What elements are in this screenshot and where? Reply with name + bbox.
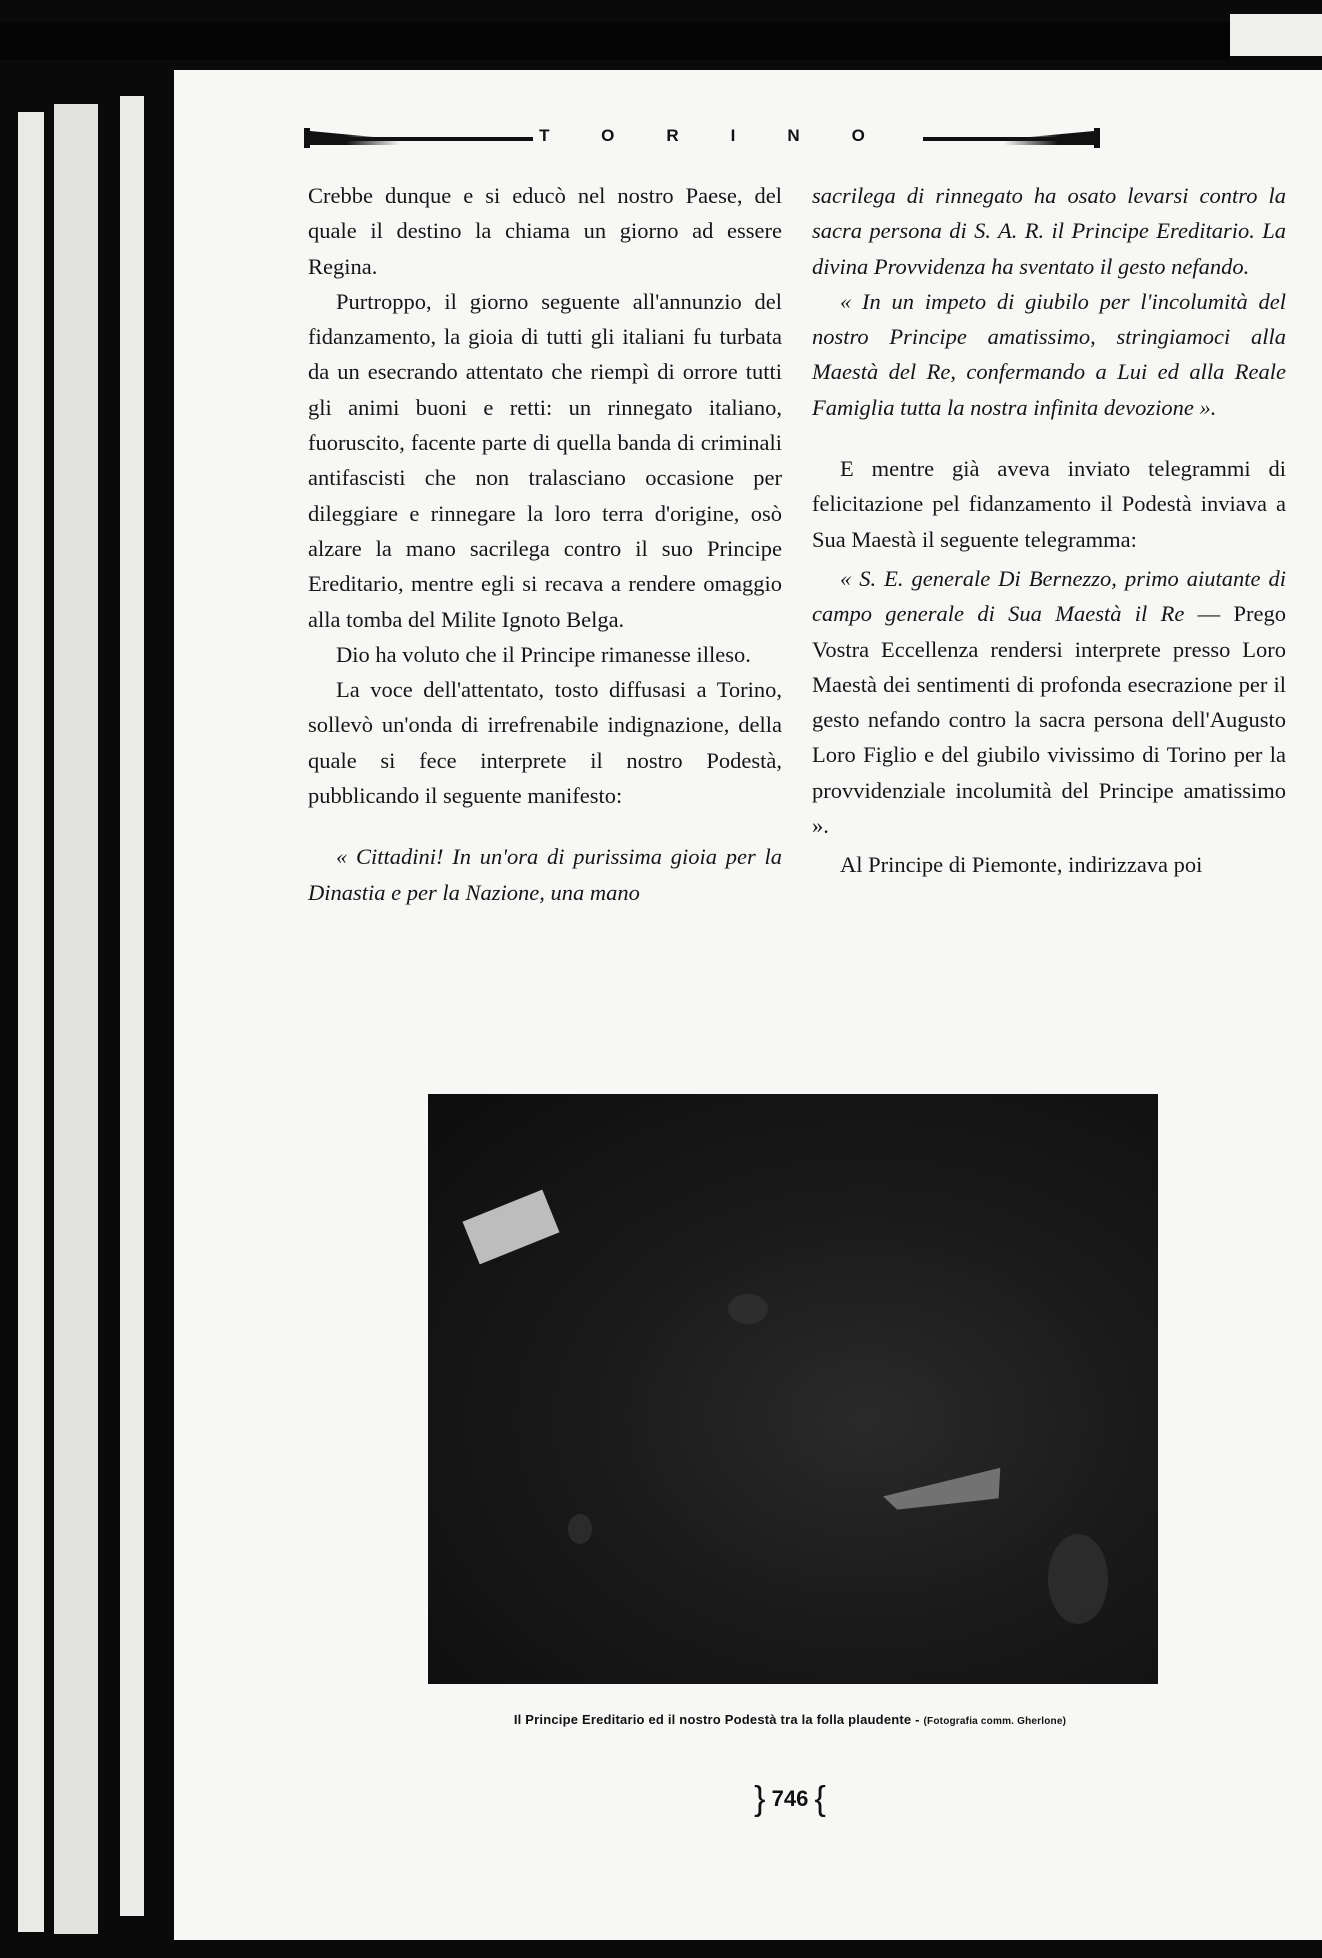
caption-text: Il Principe Ereditario ed il nostro Podestà tra la folla plaudente - — [513, 1712, 924, 1727]
photo-highlight — [881, 1468, 1004, 1514]
paragraph: Al Principe di Piemonte, indirizzava poi — [840, 852, 1203, 878]
manifesto-quote: « In un impeto di giubilo per l'incolumità del nostro Principe amatissimo, stringiamoci alla Maestà del Re, confermando a Lui ed alla Reale Famiglia tutta la nostra infinita devozione ». — [812, 288, 1286, 420]
figure-caption — [420, 1712, 1160, 1727]
page-number-ornament-left: } — [754, 1780, 766, 1818]
photograph — [428, 1094, 1158, 1684]
photo-shadow — [1048, 1534, 1108, 1624]
photo-shadow — [728, 1294, 768, 1324]
running-header — [304, 128, 1100, 148]
page-number-ornament-right: { — [814, 1780, 826, 1818]
page-edge-strip — [18, 112, 44, 1932]
telegram-text — [812, 561, 1286, 843]
paragraph: E mentre già aveva inviato telegrammi di felicitazione pel fidanzamento il Podestà inviava a Sua Maestà il seguente telegramma: — [812, 456, 1286, 552]
corner-paper — [1230, 14, 1322, 56]
photo-shadow — [568, 1514, 592, 1544]
page-number — [740, 1780, 840, 1819]
page-number-value: 746 — [771, 1786, 809, 1811]
top-border — [0, 22, 1230, 60]
paragraph: Crebbe dunque e si educò nel nostro Paese, del quale il destino la chiama un giorno ad essere Regina. — [308, 183, 782, 279]
header-title: TORINO — [304, 126, 1100, 146]
paragraph: Dio ha voluto che il Principe rimanesse illeso. — [336, 641, 751, 667]
paragraph: La voce dell'attentato, tosto diffusasi a Torino, sollevò un'onda di irrefrenabile indignazione, della quale si fece interprete il nostro Podestà, pubblicando il seguente manifesto: — [308, 677, 782, 809]
page-edge-strip — [54, 104, 98, 1934]
manifesto-quote: « Cittadini! In un'ora di purissima gioia per la Dinastia e per la Nazione, una mano — [308, 844, 782, 905]
left-column — [308, 178, 782, 910]
page-edge-strip — [120, 96, 144, 1916]
photo-credit: (Fotografia comm. Gherlone) — [923, 1716, 1067, 1727]
library-stamp — [463, 1190, 560, 1265]
telegram-body: — Prego Vostra Eccellenza rendersi interprete presso Loro Maestà dei sentimenti di profonda esecrazione per il gesto nefando contro la sacra persona dell'Augusto Loro Figlio e del giubilo vivissimo di Torino per la provvidenziale incolumità del Principe amatissimo ». — [812, 601, 1286, 839]
right-column — [812, 178, 1286, 883]
telegram-addressee: « S. E. generale Di Bernezzo, primo aiutante di campo generale di Sua Maestà il Re — [812, 565, 1286, 627]
manifesto-quote-cont: sacrilega di rinnegato ha osato levarsi contro la sacra persona di S. A. R. il Principe Ereditario. La divina Provvidenza ha sventato il gesto nefando. — [812, 183, 1286, 279]
paragraph: Purtroppo, il giorno seguente all'annunzio del fidanzamento, la gioia di tutti gli italiani fu turbata da un esecrando attentato che riempì di orrore tutti gli animi buoni e retti: un rinnegato italiano, fuoruscito, facente parte di quella banda di criminali antifascisti che non tralasciano occasione per dileggiare e rinnegare la loro terra d'origine, osò alzare la mano sacrilega contro il suo Principe Ereditario, mentre egli si recava a rendere omaggio alla tomba del Milite Ignoto Belga. — [308, 288, 782, 632]
